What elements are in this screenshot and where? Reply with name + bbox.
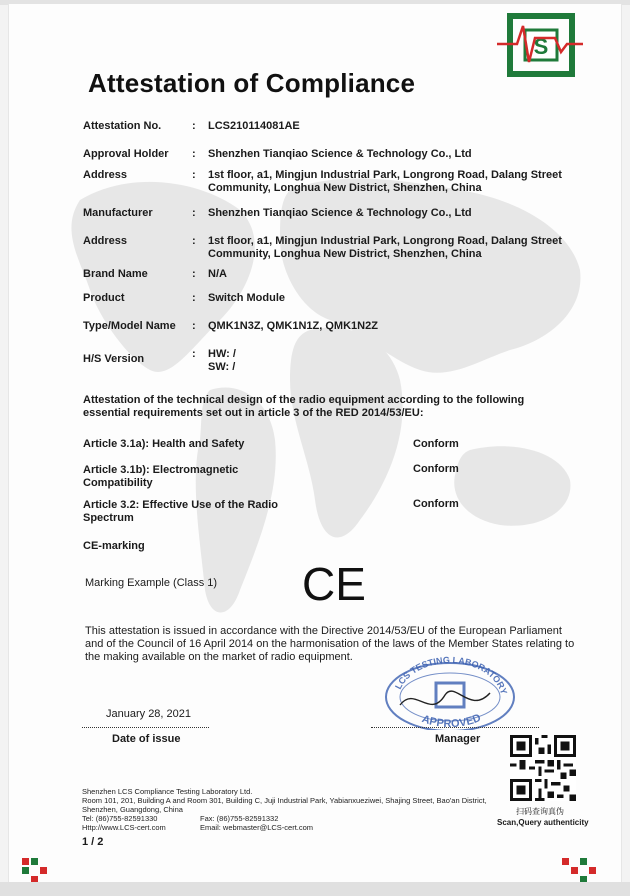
field-label: Type/Model Name (83, 320, 176, 332)
field-value: N/A (208, 268, 227, 280)
manager-label: Manager (435, 733, 481, 745)
article-emc: Article 3.1b): Electromagnetic Compatibility (83, 464, 239, 489)
field-label: Address (83, 169, 128, 181)
hw-version: HW: / (208, 348, 236, 360)
article-health-safety: Article 3.1a): Health and Safety (83, 438, 245, 450)
field-separator: : (192, 348, 196, 360)
svg-text:LCS TESTING LABORATORY: LCS TESTING LABORATORY (393, 655, 510, 696)
field-label: H/S Version (83, 353, 145, 365)
article-status: Conform (413, 498, 459, 510)
field-value: Shenzhen Tianqiao Science & Technology Co., Ltd (208, 207, 472, 219)
field-separator: : (192, 268, 196, 280)
attestation-text: This attestation is issued in accordance with the Directive 2014/53/EU of the European Parliament and of the Council of 16 April 2014 on the harmonisation of the laws of the Member States relating to the making available on the market of radio equipment. (85, 625, 575, 663)
field-label: Manufacturer (83, 207, 153, 219)
field-separator: : (192, 235, 196, 247)
field-value (208, 348, 568, 374)
decor-square (40, 867, 47, 874)
field-label: Approval Holder (83, 148, 169, 160)
qr-caption: Scan,Query authenticity (497, 818, 589, 827)
field-label: Product (83, 292, 125, 304)
article-status: Conform (413, 463, 459, 475)
page-title: Attestation of Compliance (88, 68, 416, 98)
footer-tel: Tel: (86)755-82591330 (82, 814, 158, 823)
manager-divider (371, 727, 539, 728)
article-status: Conform (413, 438, 459, 450)
footer-email[interactable]: Email: webmaster@LCS-cert.com (200, 823, 314, 832)
field-separator: : (192, 320, 196, 332)
field-label: Brand Name (83, 268, 148, 280)
field-separator: : (192, 207, 196, 219)
decor-square (589, 867, 596, 874)
date-divider (82, 727, 209, 728)
bottom-bar (0, 882, 630, 896)
decor-square (571, 867, 578, 874)
sw-version: SW: / (208, 361, 236, 373)
intro-statement: Attestation of the technical design of the radio equipment according to the following essential requirements set out in article 3 of the RED 2014/53/EU: (83, 394, 525, 419)
decor-square (22, 867, 29, 874)
footer-website[interactable]: Http://www.LCS-cert.com (82, 823, 166, 832)
issue-date: January 28, 2021 (106, 708, 192, 720)
marking-example: Marking Example (Class 1) (85, 577, 218, 589)
svg-text:CE: CE (302, 560, 366, 604)
decor-square (31, 858, 38, 865)
ce-marking-heading: CE-marking (83, 540, 145, 552)
field-label: Address (83, 235, 128, 247)
field-value: LCS210114081AE (208, 120, 300, 132)
svg-text:S: S (533, 34, 549, 59)
field-separator: : (192, 292, 196, 304)
qr-code[interactable] (510, 735, 576, 801)
ce-logo (300, 560, 370, 604)
decor-square (22, 858, 29, 865)
footer-address: Room 101, 201, Building A and Room 301, Building C, Juji Industrial Park, Yabianxueziwei, Shajing Street, Bao'an District, (82, 796, 487, 805)
svg-text:APPROVED: APPROVED (420, 711, 483, 730)
field-value: 1st floor, a1, Mingjun Industrial Park, Longrong Road, Dalang Street Community, Longhua New District, Shenzhen, China (208, 169, 562, 194)
field-label: Attestation No. (83, 120, 162, 132)
field-value: 1st floor, a1, Mingjun Industrial Park, Longrong Road, Dalang Street Community, Longhua New District, Shenzhen, China (208, 235, 562, 260)
qr-caption-cn: 扫码查询真伪 (516, 807, 564, 816)
article-radio-spectrum: Article 3.2: Effective Use of the Radio Spectrum (83, 499, 278, 524)
page-number: 1 / 2 (82, 836, 104, 848)
lcs-logo (495, 12, 585, 80)
field-value: Switch Module (208, 292, 285, 304)
footer-fax: Fax: (86)755-82591332 (200, 814, 279, 823)
decor-square (580, 858, 587, 865)
field-separator: : (192, 169, 196, 181)
footer-address-2: Shenzhen, Guangdong, China (82, 805, 183, 814)
approved-stamp (380, 655, 520, 730)
decor-square (562, 858, 569, 865)
field-separator: : (192, 148, 196, 160)
field-separator: : (192, 120, 196, 132)
date-label: Date of issue (112, 733, 181, 745)
field-value: Shenzhen Tianqiao Science & Technology Co., Ltd (208, 148, 472, 160)
footer-company: Shenzhen LCS Compliance Testing Laboratory Ltd. (82, 787, 253, 796)
field-value: QMK1N3Z, QMK1N1Z, QMK1N2Z (208, 320, 378, 332)
